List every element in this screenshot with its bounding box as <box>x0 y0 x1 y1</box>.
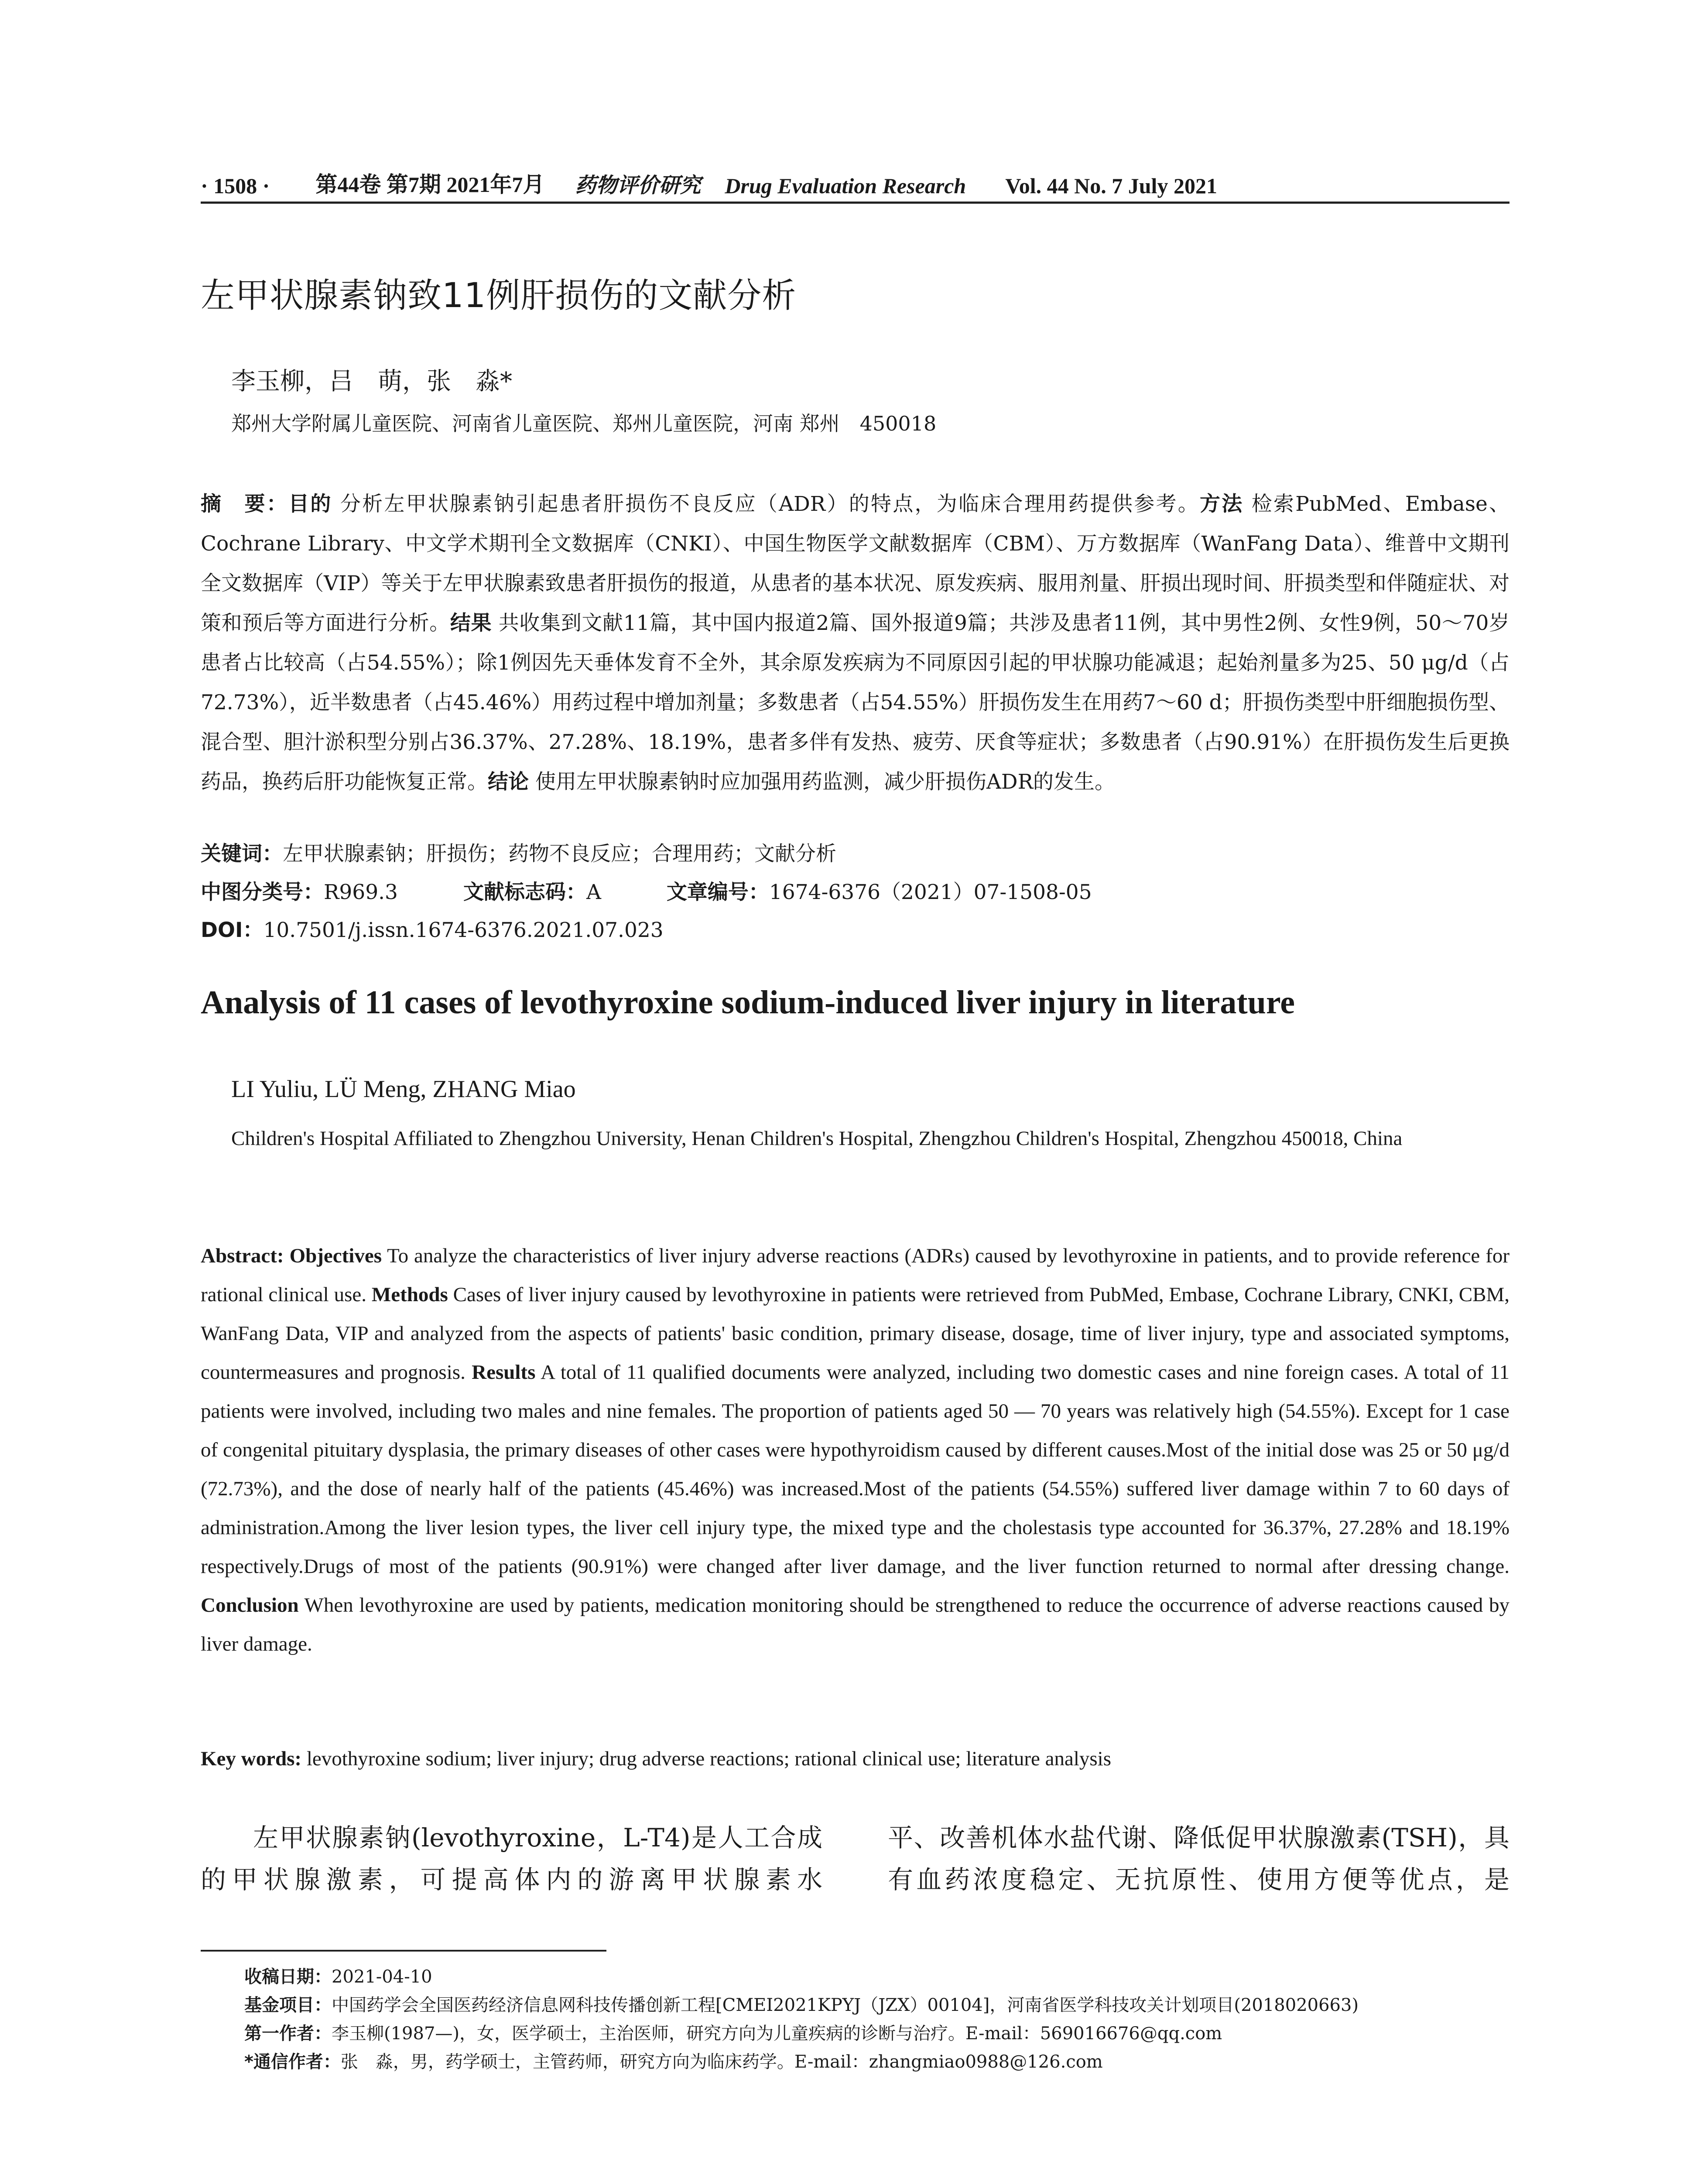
objective-label-en: Objectives <box>289 1244 382 1267</box>
body-text <box>201 1817 1509 1901</box>
running-header <box>201 168 1509 198</box>
doi-label: DOI： <box>201 918 264 942</box>
doi-value: 10.7501/j.issn.1674-6376.2021.07.023 <box>263 918 664 942</box>
results-label-en: Results <box>472 1361 536 1384</box>
results-label-cn: 结果 <box>450 611 492 635</box>
clc-label: 中图分类号： <box>201 880 324 904</box>
footnote-received <box>244 1963 1509 1991</box>
volume-issue-en: Vol. 44 No. 7 July 2021 <box>1005 174 1217 198</box>
objective-text-en: To analyze the characteristics of liver injury adverse reactions (ADRs) caused by levothyroxine in patients, and to provide reference for rational clinical use. <box>201 1244 1510 1306</box>
keywords-en <box>201 1747 1111 1771</box>
keywords-text-en: levothyroxine sodium; liver injury; drug adverse reactions; rational clinical use; literature analysis <box>301 1747 1112 1770</box>
journal-name-en: Drug Evaluation Research <box>725 174 966 198</box>
affiliation-en: Children's Hospital Affiliated to Zhengzhou University, Henan Children's Hospital, Zhengzhou Children's Hospital, Zhengzhou 450018, China <box>231 1127 1403 1150</box>
methods-label-cn: 方法 <box>1200 492 1244 516</box>
results-text-en: A total of 11 qualified documents were analyzed, including two domestic cases and nine foreign cases. A total of 11 patients were involved, including two males and nine females. The proportion of patients aged 50 — 70 years was relatively high (54.55%). Except for 1 case of congenital pituitary dysplasia, the primary diseases of other cases were hypothyroidism caused by different causes.Most of the initial dose was 25 or 50 μg/d (72.73%), and the dose of nearly half of the patients (45.46%) was increased.Most of the patients (54.55%) suffered liver damage within 7 to 60 days of administration.Among the liver lesion types, the liver cell injury type, the mixed type and the cholestasis type accounted for 36.37%, 27.28% and 18.19% respectively.Drugs of most of the patients (90.91%) were changed after liver damage, and the liver function returned to normal after dressing change. <box>201 1361 1509 1578</box>
body-column-left: 左甲状腺素钠(levothyroxine，L-T4)是人工合成的甲状腺激素，可提高体内的游离甲状腺素水 <box>201 1823 822 1894</box>
article-title-en: Analysis of 11 cases of levothyroxine sodium-induced liver injury in literature <box>201 984 1295 1021</box>
volume-issue-cn: 第44卷 第7期 2021年7月 <box>315 172 545 197</box>
corresponding-label: *通信作者： <box>244 2052 341 2072</box>
doc-code: A <box>586 880 601 904</box>
methods-text-cn: 检索PubMed、Embase、Cochrane Library、中文学术期刊全文数据库（CNKI）、中国生物医学文献数据库（CBM）、万方数据库（WanFang Data）、维普中文期刊全文数据库（VIP）等关于左甲状腺素致患者肝损伤的报道，从患者的基本状况、原发疾病、服用剂量、肝损出现时间、肝损类型和伴随症状、对策和预后等方面进行分析。 <box>201 492 1510 635</box>
journal-logo-cn: 药物评价研究 <box>575 173 701 198</box>
doi-line <box>201 914 664 943</box>
classification-line <box>201 876 1092 905</box>
fund-text: 中国药学会全国医药经济信息网科技传播创新工程[CMEI2021KPYJ（JZX）00104]，河南省医学科技攻关计划项目(2018020663) <box>332 1995 1359 2015</box>
abstract-label-en: Abstract: <box>201 1244 284 1267</box>
received-date: 2021-04-10 <box>332 1967 432 1987</box>
objective-text-cn: 分析左甲状腺素钠引起患者肝损伤不良反应（ADR）的特点，为临床合理用药提供参考。 <box>332 492 1200 516</box>
methods-text-en: Cases of liver injury caused by levothyroxine in patients were retrieved from PubMed, Embase, Cochrane Library, CNKI, CBM, WanFang Data, VIP and analyzed from the aspects of patients' basic condition, primary disease, dosage, time of liver injury, type and associated symptoms, countermeasures and prognosis. <box>201 1283 1510 1384</box>
first-author-label: 第一作者： <box>244 2024 332 2044</box>
journal-page <box>201 0 1509 2181</box>
objective-label-cn: 目的 <box>288 492 332 516</box>
footnote-rule <box>201 1950 606 1952</box>
fund-label: 基金项目： <box>244 1995 332 2015</box>
header-rule <box>201 202 1509 204</box>
doc-code-label: 文献标志码： <box>463 880 586 904</box>
clc-number: R969.3 <box>324 880 398 904</box>
affiliation-cn: 郑州大学附属儿童医院、河南省儿童医院、郑州儿童医院，河南 郑州 450018 <box>231 412 937 435</box>
first-author-text: 李玉柳(1987—)，女，医学硕士，主治医师，研究方向为儿童疾病的诊断与治疗。E-mail：569016676@qq.com <box>332 2024 1222 2044</box>
article-number: 1674-6376（2021）07-1508-05 <box>769 880 1092 904</box>
conclusion-text-en: When levothyroxine are used by patients, medication monitoring should be strengthened to reduce the occurrence of adverse reactions caused by liver damage. <box>201 1594 1509 1655</box>
keywords-label-cn: 关键词： <box>201 842 283 866</box>
keywords-cn <box>201 838 836 867</box>
conclusion-label-cn: 结论 <box>488 770 529 794</box>
abstract-en <box>201 1237 1509 1664</box>
authors-cn: 李玉柳，吕 萌，张 淼* <box>231 367 512 396</box>
results-text-cn: 共收集到文献11篇，其中国内报道2篇、国外报道9篇；共涉及患者11例，其中男性2例、女性9例，50～70岁患者占比较高（占54.55%）；除1例因先天垂体发育不全外，其余原发疾病为不同原因引起的甲状腺功能减退；起始剂量多为25、50 μg/d（占72.73%），近半数患者（占45.46%）用药过程中增加剂量；多数患者（占54.55%）肝损伤发生在用药7～60 d；肝损伤类型中肝细胞损伤型、混合型、胆汁淤积型分别占36.37%、27.28%、18.19%，患者多伴有发热、疲劳、厌食等症状；多数患者（占90.91%）在肝损伤发生后更换药品，换药后肝功能恢复正常。 <box>201 611 1510 794</box>
article-title-cn: 左甲状腺素钠致11例肝损伤的文献分析 <box>201 276 797 315</box>
footnote-first-author <box>244 2020 1509 2048</box>
footnotes <box>244 1963 1509 2076</box>
page-number: · 1508 · <box>201 174 270 198</box>
conclusion-text-cn: 使用左甲状腺素钠时应加强用药监测，减少肝损伤ADR的发生。 <box>529 770 1115 794</box>
received-label: 收稿日期： <box>244 1967 332 1987</box>
keywords-label-en: Key words: <box>201 1747 302 1770</box>
abstract-cn <box>201 484 1509 802</box>
authors-en: LI Yuliu, LÜ Meng, ZHANG Miao <box>231 1076 576 1103</box>
corresponding-text: 张 淼，男，药学硕士，主管药师，研究方向为临床药学。E-mail：zhangmiao0988@126.com <box>340 2052 1103 2072</box>
abstract-label-cn: 摘 要： <box>201 492 289 516</box>
footnote-corresponding <box>244 2048 1509 2076</box>
conclusion-label-en: Conclusion <box>201 1594 299 1617</box>
article-number-label: 文章编号： <box>666 880 769 904</box>
methods-label-en: Methods <box>371 1283 448 1306</box>
body-column-right: 平、改善机体水盐代谢、降低促甲状腺激素(TSH)，具有血药浓度稳定、无抗原性、使用方便等优点，是 <box>888 1823 1509 1894</box>
keywords-text-cn: 左甲状腺素钠；肝损伤；药物不良反应；合理用药；文献分析 <box>283 842 836 866</box>
footnote-fund <box>244 1991 1509 2020</box>
